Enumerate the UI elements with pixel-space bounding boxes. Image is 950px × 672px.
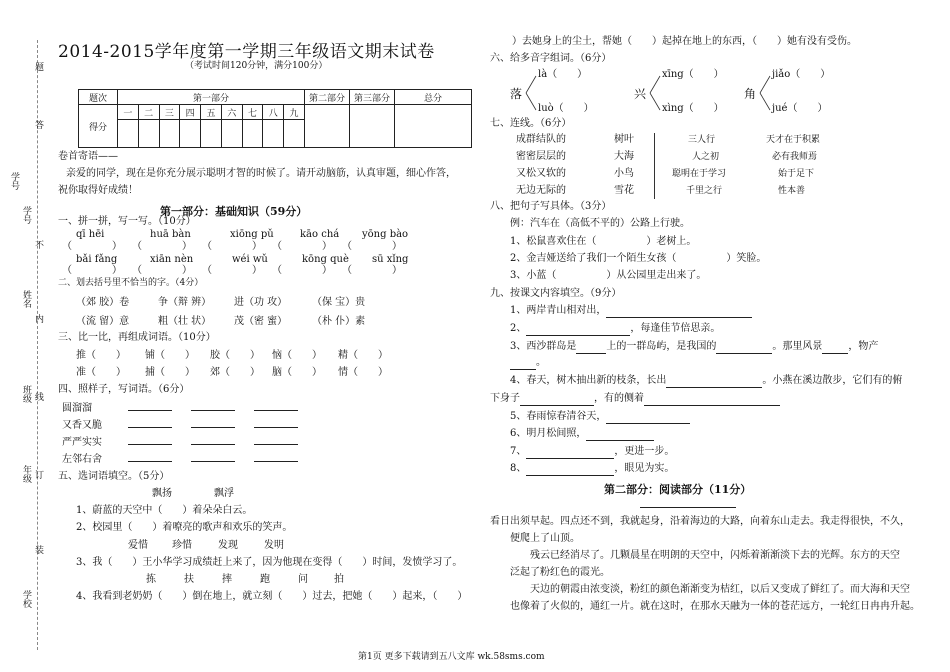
q2-item: （保 宝）贵 [312,297,366,308]
score-header: 第三部分 [350,90,395,105]
q5-sentence: 3、我（ ）王小华学习成绩赶上来了，因为他现在变得（ ）时间，发愤学习了。 [76,557,463,568]
q9-line [510,445,674,459]
polyphone-char: 兴 [634,87,647,101]
word-option: 爱惜 [128,540,148,551]
pinyin: sū xǐng [372,254,409,265]
q7-title: 七、连线。（6分） [490,118,572,129]
q3-item: 恼（ ） [272,350,322,361]
q2-item: 茂（密 蜜） [234,316,288,327]
question-number: 三 [159,105,180,120]
match-left: 密密层层的 [516,151,566,162]
score-cell [305,105,350,148]
q4-example: 圆溜溜 [62,403,92,414]
match-left: 又松又软的 [516,168,566,179]
score-cell [201,120,222,148]
question-number: 一 [118,105,139,120]
word-option: 发现 [218,540,238,551]
score-cell [242,120,263,148]
question-number: 九 [284,105,305,120]
q8-example: 例：汽车在（高低不平的）公路上行驶。 [510,218,690,229]
q1-title: 一、拼一拼，写一写。（10分） [58,216,196,227]
q9-line [510,462,674,476]
blank-field[interactable] [576,343,606,354]
word-option: 跑 [260,574,270,585]
binding-line [37,40,38,650]
binding-label: 学校 [21,590,31,608]
reading-paragraph: 也像着了火似的，通红一片。就在这时，在那水天融为一体的苍茫远方，一轮红日冉冉升起。 [510,601,920,612]
blank-field[interactable] [606,307,752,318]
blank-field[interactable] [586,430,654,441]
binding-mark: 不 [33,240,43,249]
binding-mark: 答 [33,120,43,129]
pinyin: xiān nèn [150,254,194,265]
pinyin: qī hēi [76,229,105,240]
q8-title: 八、把句子写具体。（3分） [490,201,612,212]
pinyin: bǎi fǎng [76,254,118,265]
part2-title: 第二部分：阅读部分（11分） [604,483,752,496]
q9-text: 8、 [510,463,527,474]
blank-field[interactable] [822,343,848,354]
q5-title: 五、选词语填空。（5分） [58,471,170,482]
q3-item: 铺（ ） [145,350,195,361]
q9-text: 6、明月松间照， [510,428,587,439]
q5-sentence: 1、蔚蓝的天空中（ ）着朵朵白云。 [76,505,253,516]
q3-item: 郊（ ） [210,367,260,378]
word-option: 拍 [334,574,344,585]
q9-line [510,304,752,318]
match-right: 雪花 [614,185,634,196]
score-cell [118,120,139,148]
match-phrase: 性本善 [778,186,806,196]
match-phrase: 人之初 [692,152,720,162]
q9-text: 5、春雨惊春清谷天， [510,411,607,422]
blank-field[interactable] [716,343,772,354]
binding-label: 学号 [21,206,31,224]
blank-field[interactable] [644,395,780,406]
binding-mark: 题 [33,62,43,71]
score-cell [350,105,395,148]
continued-sentence: ）去她身上的尘土，帮她（ ）起掉在地上的东西，（ ）她有没有受伤。 [512,36,857,47]
pinyin: huā bàn [150,229,191,240]
q4-title: 四、照样子，写词语。（6分） [58,384,190,395]
score-header: 题次 [79,90,118,105]
word-option: 问 [298,574,308,585]
question-number: 四 [180,105,201,120]
reading-paragraph: 看日出须早起。四点还不到，我就起身，沿着海边的大路，向着东山走去。我走得很快，不久， [490,516,910,527]
q9-text: ，更进一步。 [614,446,675,457]
word-option: 飘浮 [214,488,234,499]
q9-text: ，物产 [848,341,879,352]
intro-text: 亲爱的同学，现在是你充分展示聪明才智的时候了。请开动脑筋，认真审题，细心作答， [66,168,456,179]
score-label: 得分 [79,105,118,148]
blank-field[interactable] [606,413,690,424]
binding-label: 班级 [21,385,31,403]
q9-text: 2、 [510,323,527,334]
pinyin: xiōng pǔ [230,229,274,240]
match-phrase: 三人行 [688,135,716,145]
binding-label: 学号 [9,172,19,190]
score-header: 总分 [395,90,472,105]
q9-text: ，每逢佳节倍思亲。 [630,323,721,334]
q3-item: 精（ ） [338,350,388,361]
match-right: 树叶 [614,134,634,145]
q2-title: 二、划去括号里不恰当的字。（4分） [58,278,204,288]
score-cell [159,120,180,148]
q8-sentence: 2、金吉娅送给了我们一个陌生女孩（ ）笑脸。 [510,253,767,264]
q9-text: 4、春天，树木抽出新的枝条，长出 [510,375,667,386]
blank-field[interactable] [510,359,536,370]
pinyin: wéi wǔ [232,254,268,265]
q9-line [510,322,720,336]
score-cell [138,120,159,148]
question-number: 七 [242,105,263,120]
question-number: 八 [263,105,284,120]
reading-paragraph: 泛起了粉红色的霞光。 [510,567,610,578]
word-option: 扶 [184,574,194,585]
pinyin-option: jué（ ） [772,103,828,114]
score-table [78,89,472,148]
q3-item: 推（ ） [76,350,126,361]
q9-line [510,374,902,388]
match-phrase: 聪明在于学习 [672,169,727,179]
pinyin-option: là（ ） [538,69,588,80]
question-number: 二 [138,105,159,120]
score-header: 第一部分 [118,90,305,105]
binding-mark: 订 [33,470,43,479]
pinyin-option: jiǎo（ ） [772,69,831,80]
q2-item: （朴 仆）素 [312,316,366,327]
q6-title: 六、给多音字组词。（6分） [490,53,612,64]
blank-field[interactable] [520,395,594,406]
q9-title: 九、按课文内容填空。（9分） [490,288,622,299]
q9-line [510,340,878,354]
match-right: 大海 [614,151,634,162]
exam-title: 2014-2015学年度第一学期三年级语文期末试卷 [58,42,435,62]
q2-item: （流 留）意 [76,316,130,327]
match-right: 小鸟 [614,168,634,179]
question-number: 六 [221,105,242,120]
q3-item: 捕（ ） [145,367,195,378]
q4-example: 又香又脆 [62,420,102,431]
q9-text: ，有的侧着 [594,393,644,404]
q3-item: 胶（ ） [210,350,260,361]
blank-field[interactable] [526,465,614,476]
polyphone-char: 角 [744,87,757,101]
binding-mark: 装 [33,545,43,554]
part1-title: 第一部分：基础知识（59分） [160,205,308,218]
blank-field[interactable] [526,448,614,459]
title-blank[interactable] [640,507,736,508]
match-left: 成群结队的 [516,134,566,145]
q4-example: 严严实实 [62,437,102,448]
polyphone-char: 落 [510,87,523,101]
match-phrase: 必有我师焉 [772,152,818,162]
q9-text: 下身子 [490,393,520,404]
intro-text: 祝你取得好成绩！ [58,185,138,196]
binding-mark: 内 [33,314,43,323]
answer-parens: （ ） （ ） （ ） （ ） （ ） [62,241,402,252]
q5-sentence: 4、我看到老奶奶（ ）倒在地上，就立刻（ ）过去，把她（ ）起来，（ ） [76,591,468,602]
score-header: 第二部分 [305,90,350,105]
q3-item: 情（ ） [338,367,388,378]
q2-item: 进（功 攻） [234,297,288,308]
q2-item: （郊 胶）卷 [76,297,130,308]
pinyin: kōng què [302,254,349,265]
binding-mark: 线 [33,392,43,401]
blank-field[interactable] [526,325,630,336]
pinyin-option: xìng（ ） [662,103,724,114]
q2-item: 粗（壮 状） [158,316,212,327]
page-footer: 第1页 更多下载请到五八文库 wk.58sms.com [358,652,545,662]
q9-text: 1、两岸青山相对出， [510,305,607,316]
match-left: 无边无际的 [516,185,566,196]
reading-paragraph: 天边的朝霞由浓变淡，粉红的颜色渐渐变为桔红，以后又变成了鲜红了。而大海和天空 [530,584,910,595]
score-cell [180,120,201,148]
binding-label: 年级 [21,465,31,483]
q9-line [510,410,690,424]
word-option: 拣 [146,574,156,585]
q8-sentence: 1、松鼠喜欢住在（ ）老树上。 [510,236,697,247]
q8-sentence: 3、小蓝（ ）从公园里走出来了。 [510,270,707,281]
q9-text: 。小燕在溪边散步，它们有的俯 [762,375,903,386]
word-option: 飘扬 [152,488,172,499]
q9-line [510,427,654,441]
binding-label: 姓名 [21,290,31,308]
reading-paragraph: 便爬上了山顶。 [510,533,580,544]
question-number: 五 [201,105,222,120]
pinyin-option: luò（ ） [538,103,594,114]
q9-text: 上的一群岛屿，是我国的 [606,341,717,352]
intro-heading: 卷首寄语—— [58,151,118,162]
word-option: 发明 [264,540,284,551]
q2-item: 争（辩 辨） [158,297,212,308]
pinyin: kāo chá [300,229,340,240]
q9-text: 7、 [510,446,527,457]
match-phrase: 千里之行 [686,186,723,196]
reading-paragraph: 残云已经消尽了。几颗晨星在明朗的天空中，闪烁着渐渐淡下去的光辉。东方的天空 [530,550,900,561]
q9-line [510,356,546,370]
q9-text: 。 [536,357,546,368]
q9-text: 。那里风景 [772,341,823,352]
exam-subtitle: （考试时间120分钟，满分100分） [185,61,328,71]
q9-text: ，眼见为实。 [614,463,675,474]
pinyin-option: xīng（ ） [662,69,724,80]
q9-line [490,392,780,406]
q9-text: 3、西沙群岛是 [510,341,577,352]
score-cell [284,120,305,148]
word-option: 摔 [222,574,232,585]
q3-item: 脑（ ） [272,367,322,378]
score-cell [263,120,284,148]
answer-parens: （ ） （ ） （ ） （ ） （ ） [62,265,402,276]
bracket-lines [524,72,814,114]
match-phrase: 始于足下 [778,169,815,179]
match-phrase: 天才在于积累 [766,135,821,145]
word-option: 珍惜 [172,540,192,551]
pinyin: yōng bào [362,229,409,240]
blank-field[interactable] [666,377,762,388]
divider-line [654,133,655,199]
q3-item: 准（ ） [76,367,126,378]
score-cell [395,105,472,148]
q4-example: 左邻右舍 [62,454,102,465]
score-cell [221,120,242,148]
q3-title: 三、比一比，再组成词语。（10分） [58,332,216,343]
q5-sentence: 2、校园里（ ）着嘹亮的歌声和欢乐的笑声。 [76,522,293,533]
